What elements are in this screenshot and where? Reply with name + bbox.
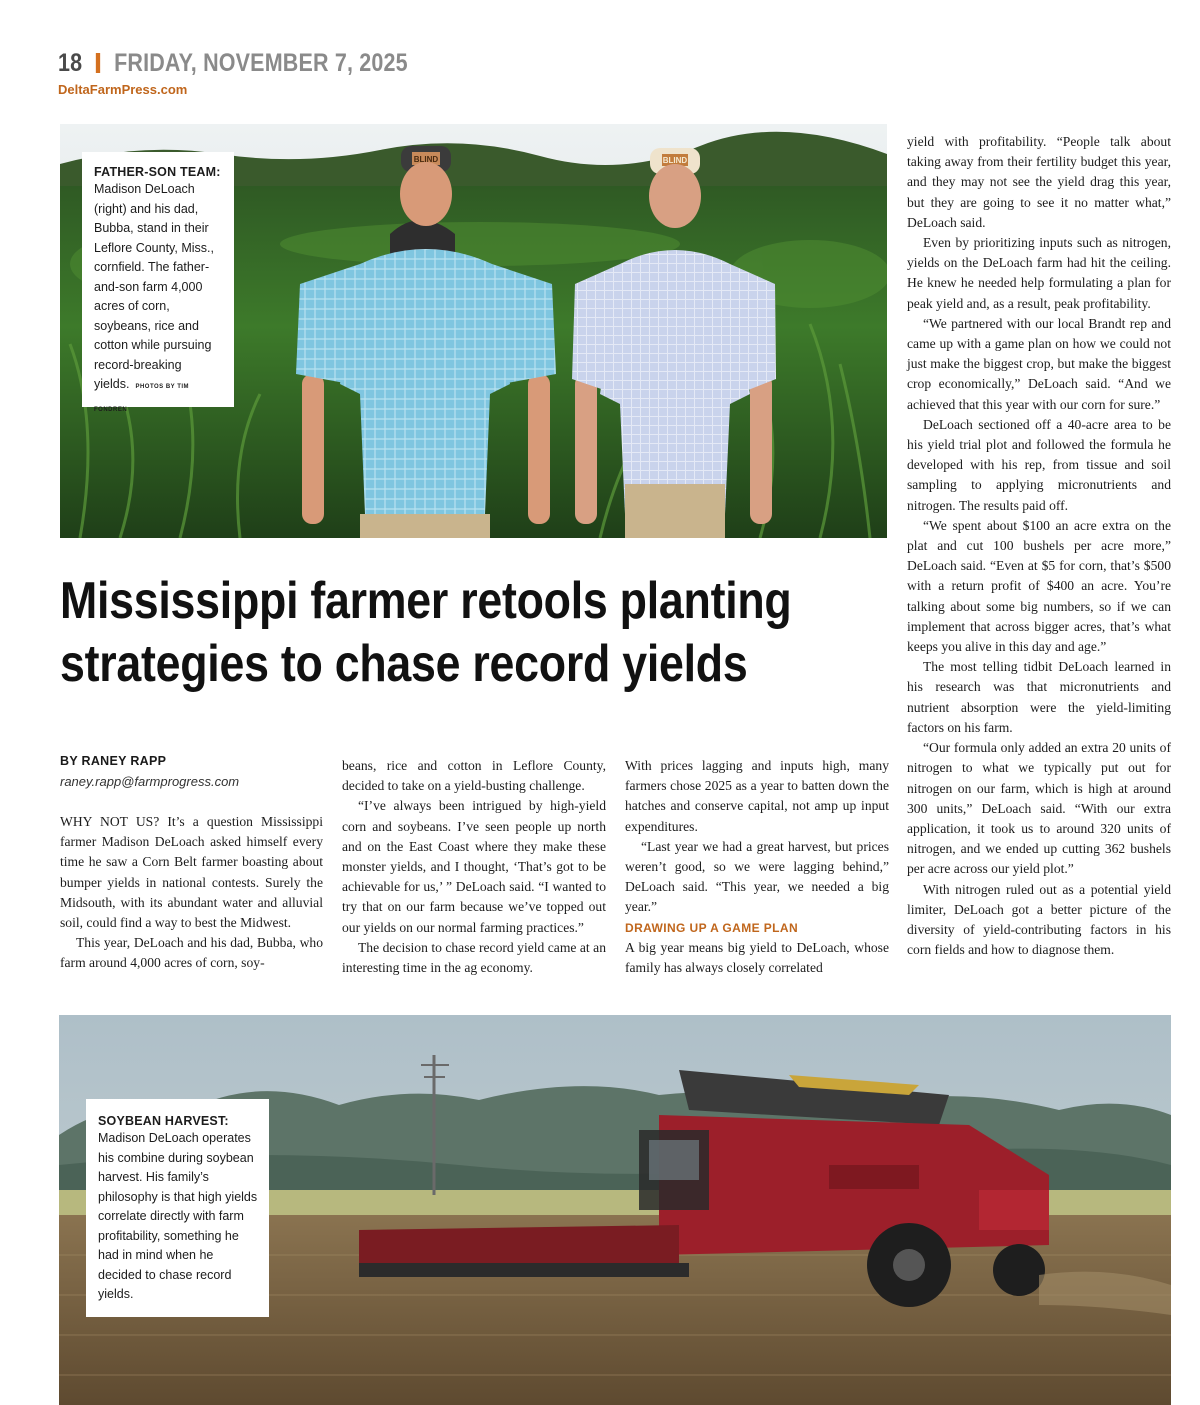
paragraph: beans, rice and cotton in Leflore County, decided to take on a yield-busting challenge. <box>342 758 606 794</box>
paragraph: A big year means big yield to DeLoach, whose family has always closely correlated <box>625 939 889 976</box>
caption-body-text: Madison DeLoach (right) and his dad, Bubba, stand in their Leflore County, Miss., cornfield. The father-and-son farm 4,000 acres of corn, soybeans, rice and cotton while pursuing record-breaking yields. <box>94 182 214 391</box>
hat-logo-left: BLIND <box>413 155 439 164</box>
paragraph: The decision to chase record yield came at an interesting time in the ag economy. <box>342 939 606 976</box>
body-column-2 <box>342 756 606 978</box>
paragraph: “I’ve always been intrigued by high-yield corn and soybeans. I’ve seen people up north and on the East Coast where they make these monster yields, and I thought, ‘That’s got to be achievable for us,’ ” DeLoach said. “I wanted to try that on our farm because we’ve topped out our yields on our normal farming practices.” <box>342 798 606 935</box>
paragraph: “Our formula only added an extra 20 units of nitrogen to what we typically put out for nitrogen on our farm, which is high at around 300 units,” DeLoach said. “With our extra application, it took us to around 320 units of nitrogen, and we ended up cutting 362 bushels per acre across our yield plot.” <box>907 740 1171 877</box>
paragraph: WHY NOT US? It’s a question Mississippi farmer Madison DeLoach asked himself every time he saw a Corn Belt farmer boasting about bumper yields in national contests. Surely the Midsouth, with its abundant water and alluvial soil, could find a way to best the Midwest. <box>60 814 323 931</box>
issue-date: FRIDAY, NOVEMBER 7, 2025 <box>114 48 408 77</box>
bottom-photo-caption <box>86 1099 269 1317</box>
paragraph: “We spent about $100 an acre extra on the plat and cut 100 bushels per acre more,” DeLoach said. “Even at $5 for corn, that’s $500 with a return profit of $400 an acre. You’re talking about some big numbers, so if we can implement that across bigger acres, that’s what keeps you alive in this day and age.” <box>907 517 1171 655</box>
paragraph: With nitrogen ruled out as a potential yield limiter, DeLoach got a better picture of the diversity of yield-contributing factors in his corn fields and how to diagnose them. <box>907 881 1171 958</box>
paragraph: Even by prioritizing inputs such as nitrogen, yields on the DeLoach farm had hit the ceiling. He knew he needed help formulating a plan for peak yield and, as a result, peak profitability. <box>907 235 1171 311</box>
paragraph: “We partnered with our local Brandt rep and came up with a game plan on how we could not just make the biggest crop, but make the biggest crop economically,” DeLoach said. “And we achieved that this year with our corn for sure.” <box>907 315 1171 412</box>
hat-logo-right: BLIND <box>662 156 688 165</box>
paragraph: “Last year we had a great harvest, but prices weren’t good, so we were lagging behind,” DeLoach said. “This year, we needed a big year.” <box>625 838 889 915</box>
top-photo-caption <box>82 152 234 413</box>
folio-divider <box>96 53 100 73</box>
author-email[interactable]: raney.rapp@farmprogress.com <box>60 774 240 789</box>
caption-title: FATHER-SON TEAM: <box>94 165 221 179</box>
body-column-4 <box>907 132 1171 960</box>
article-headline: Mississippi farmer retools planting strategies to chase record yields <box>60 572 792 693</box>
caption-body <box>94 180 224 420</box>
photo-credit: PHOTOS BY TIM FONDREN <box>94 384 190 413</box>
body-column-1 <box>60 812 323 974</box>
page-number: 18 <box>58 48 83 77</box>
paragraph: With prices lagging and inputs high, many farmers chose 2025 as a year to batten down the hatches and conserve capital, not amp up input expenditures. <box>625 758 889 834</box>
paragraph: yield with profitability. “People talk about taking away from their fertility budget this year, and they may not see the yield drag this year, but they are going to see it no matter what,” DeLoach said. <box>907 134 1171 230</box>
paragraph: This year, DeLoach and his dad, Bubba, who farm around 4,000 acres of corn, soy- <box>60 935 323 971</box>
caption-body: Madison DeLoach operates his combine during soybean harvest. His family’s philosophy is that high yields correlate directly with farm profitability, something he had in mind when he decided to chase record yields. <box>98 1131 258 1301</box>
paragraph: DeLoach sectioned off a 40-acre area to be his yield trial plot and followed the formula he developed with his rep, from tissue and soil sampling to applying micronutrients and nitrogen. The results paid off. <box>907 416 1171 513</box>
caption-title: SOYBEAN HARVEST: <box>98 1114 229 1128</box>
website-link[interactable]: DeltaFarmPress.com <box>58 82 188 97</box>
paragraph: The most telling tidbit DeLoach learned in his research was that micronutrients and nutrient absorption were the yield-limiting factors on his farm. <box>907 659 1171 735</box>
section-subhead: DRAWING UP A GAME PLAN <box>625 920 799 935</box>
author-byline: BY RANEY RAPP <box>60 754 167 768</box>
body-column-3 <box>625 756 889 978</box>
page-folio <box>58 46 408 80</box>
